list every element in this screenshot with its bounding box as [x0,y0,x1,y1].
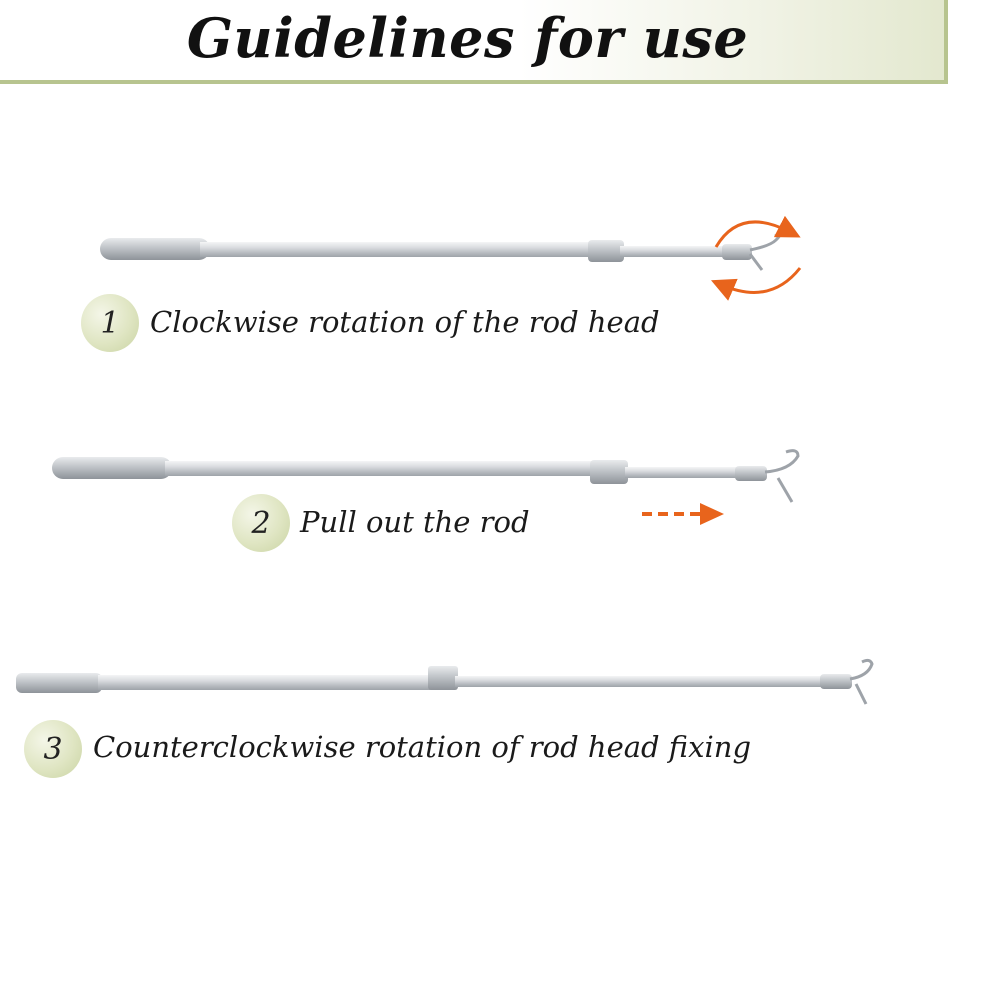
step-1-badge [81,294,139,352]
step-1-number: 1 [100,305,120,341]
step-2-text: Pull out the rod [300,505,530,539]
pull-arrow-icon [642,503,724,525]
step-3-badge [24,720,82,778]
page-title: Guidelines for use [186,6,749,70]
step-3-text: Counterclockwise rotation of rod head fixing [93,730,752,764]
step-3-number: 3 [43,731,63,767]
step-2-badge [232,494,290,552]
rod-2-icon [52,451,798,502]
rod-3-icon [16,660,872,704]
step-1-text: Clockwise rotation of the rod head [150,305,660,339]
rod-1-icon [100,235,780,270]
step-2-number: 2 [251,505,271,541]
